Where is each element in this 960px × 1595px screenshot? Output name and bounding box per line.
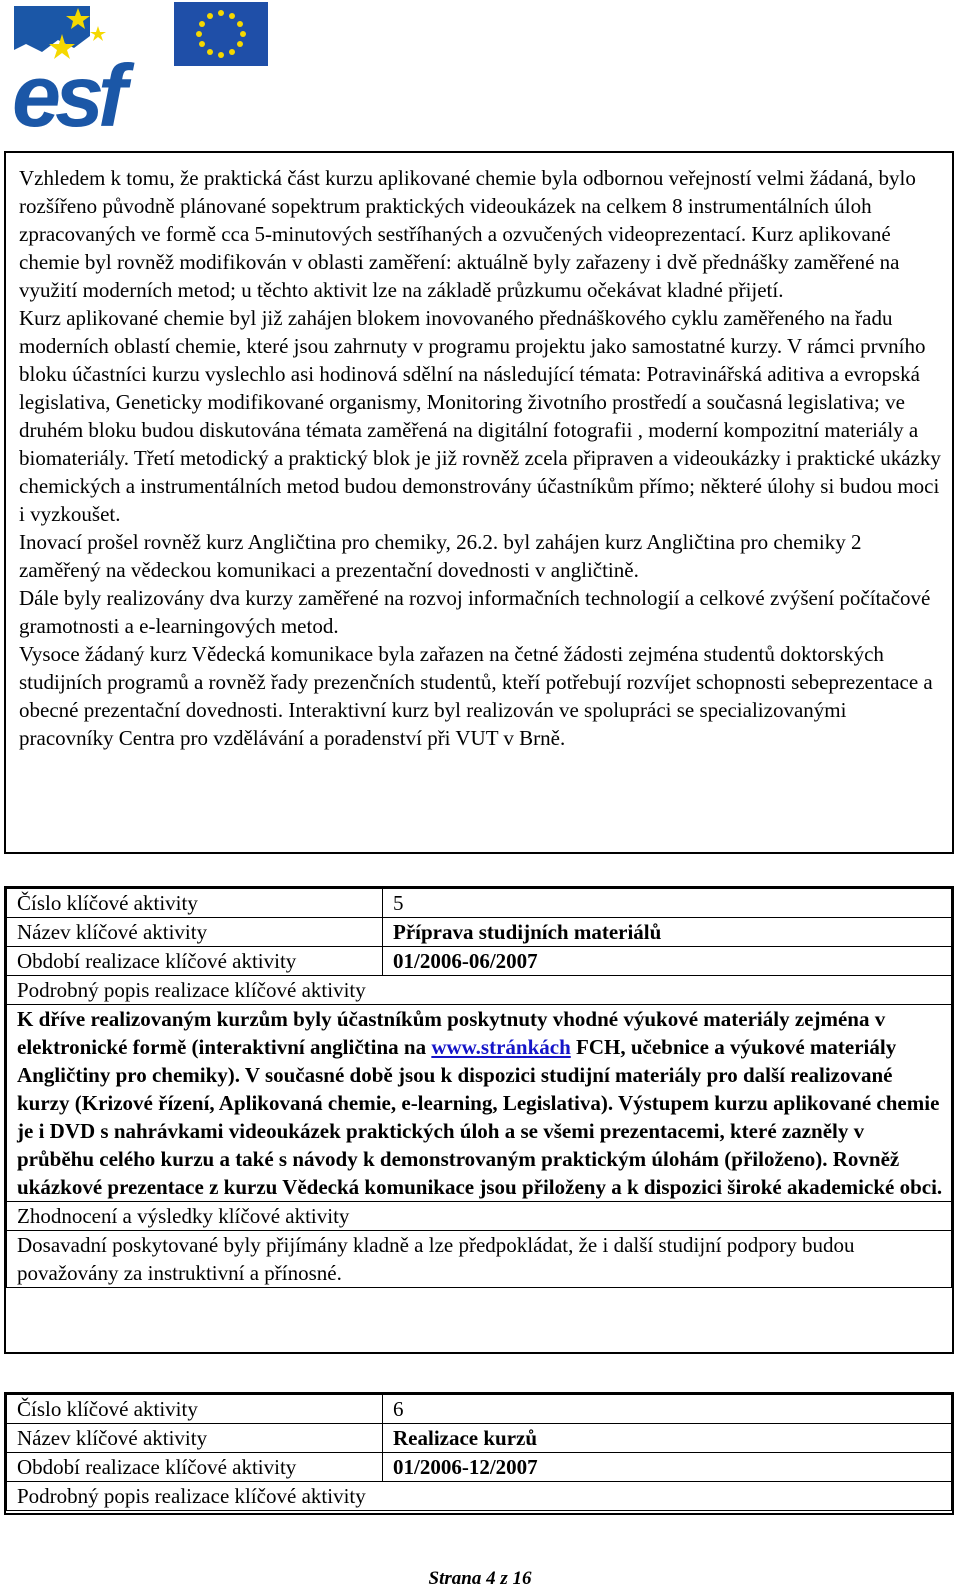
table-row — [7, 1202, 952, 1231]
activity-number-label: Číslo klíčové aktivity — [7, 1395, 383, 1424]
svg-text:esf: esf — [12, 46, 122, 132]
esf-logo — [12, 0, 274, 132]
activity-period-value: 01/2006-12/2007 — [383, 1453, 952, 1482]
activity-results-label: Zhodnocení a výsledky klíčové aktivity — [7, 1202, 952, 1231]
table-row — [7, 1395, 952, 1424]
activity-name-value: Realizace kurzů — [383, 1424, 952, 1453]
activity-period-label: Období realizace klíčové aktivity — [7, 947, 383, 976]
intro-text-box — [4, 151, 954, 854]
table-row — [7, 889, 952, 918]
eu-flag — [174, 2, 268, 66]
intro-paragraph: Dále byly realizovány dva kurzy zaměřené na rozvoj informačních technologií a celkové zvýšení počítačové gramotnosti a e-learningových metod. — [19, 586, 931, 638]
intro-paragraph: Vysoce žádaný kurz Vědecká komunikace byla zařazen na četné žádosti zejména studentů doktorských studijních programů a rovněž řady prezenčních studentů, kteří potřebují rozvíjet schopnosti sebeprezentace a obecné prezentační dovednosti. Interaktivní kurz byl realizován ve spolupráci se specializovanými pracovníky Centra pro vzdělávání a poradenství při VUT v Brně. — [19, 642, 933, 750]
activity-5-table — [4, 886, 954, 1354]
detail-text-part: K dříve realizovaným kurzům byly účastníkům poskytnuty vhodné výukové materiály zejména v elektronické formě (interaktivní angličtina na — [17, 1007, 886, 1059]
activity-number-label: Číslo klíčové aktivity — [7, 889, 383, 918]
detail-text-part: FCH, učebnice a výukové materiály Angličtiny pro chemiky). V současné době jsou k dispozici studijní materiály pro další realizované kurzy (Krizové řízení, Aplikovaná chemie, e-learning, Legislativa). Výstupem kurzu aplikované chemie je i DVD s nahrávkami videoukázek praktických úloh a se všemi prezentacemi, které zazněly v průběhu celého kurzu a také s návody k demonstrovaným praktickým úlohám (přiloženo). Rovněž ukázkové prezentace z kurzu Vědecká komunikace jsou přiloženy a k dispozici široké akademické obci. — [17, 1035, 943, 1199]
table-row — [7, 947, 952, 976]
star-icon — [90, 26, 106, 41]
activity-name-label: Název klíčové aktivity — [7, 1424, 383, 1453]
activity-period-label: Období realizace klíčové aktivity — [7, 1453, 383, 1482]
activity-6-table — [4, 1392, 954, 1515]
intro-paragraph: Inovací prošel rovněž kurz Angličtina pro chemiky, 26.2. byl zahájen kurz Angličtina pro chemiky 2 zaměřený na vědeckou komunikaci a prezentační dovednosti v angličtině. — [19, 530, 862, 582]
table-row — [7, 1482, 952, 1511]
table-row — [7, 976, 952, 1005]
page-number: Strana 4 z 16 — [428, 1568, 532, 1589]
activity-name-value: Příprava studijních materiálů — [383, 918, 952, 947]
intro-paragraph: Kurz aplikované chemie byl již zahájen blokem inovovaného přednáškového cyklu zaměřeného na řadu moderních oblastí chemie, které jsou zahrnuty v programu projektu jako samostatné kurzy. V rámci prvního bloku účastníci kurzu vyslechlo asi hodinová sdělní na následující témata: Potravinářská aditiva a evropská legislativa, Geneticky modifikované organismy, Monitoring životního prostředí a současná legislativa; ve druhém bloku budou diskutována témata zaměřená na digitální fotografii , moderní kompozitní materiály a biomateriály. Třetí metodický a praktický blok je již rovněž zcela připraven a videoukázky i praktické ukázky chemických a instrumentálních metod budou demonstrovány účastníkům přímo; některé úlohy si budou moci i vyzkoušet. — [19, 306, 941, 526]
activity-detail-label: Podrobný popis realizace klíčové aktivity — [7, 976, 952, 1005]
activity-period-value: 01/2006-06/2007 — [383, 947, 952, 976]
table-row — [7, 1424, 952, 1453]
stranky-link[interactable]: www.stránkách — [431, 1035, 571, 1059]
table-row — [7, 1453, 952, 1482]
activity-name-label: Název klíčové aktivity — [7, 918, 383, 947]
activity-detail-label: Podrobný popis realizace klíčové aktivity — [7, 1482, 952, 1511]
activity-detail-text — [7, 1005, 952, 1202]
activity-number-value: 6 — [383, 1395, 952, 1424]
table-row — [7, 1231, 952, 1288]
table-row — [7, 918, 952, 947]
intro-paragraph: Vzhledem k tomu, že praktická část kurzu aplikované chemie byla odbornou veřejností velmi žádaná, bylo rozšířeno původně plánované sopektrum praktických videoukázek na celkem 8 instrumentálních úloh zpracovaných ve formě cca 5-minutových sestříhaných a ozvučených videoprezentací. Kurz aplikované chemie byl rovněž modifikován v oblasti zaměření: aktuálně byly zařazeny i dvě přednášky zaměřené na využití moderních metod; u těchto aktivit lze na základě průzkumu očekávat kladné přijetí. — [19, 166, 916, 302]
esf-emblem — [12, 6, 135, 132]
activity-number-value: 5 — [383, 889, 952, 918]
table-row — [7, 1005, 952, 1202]
activity-results-text: Dosavadní poskytované byly přijímány kladně a lze předpokládat, že i další studijní podpory budou považovány za instruktivní a přínosné. — [7, 1231, 952, 1288]
